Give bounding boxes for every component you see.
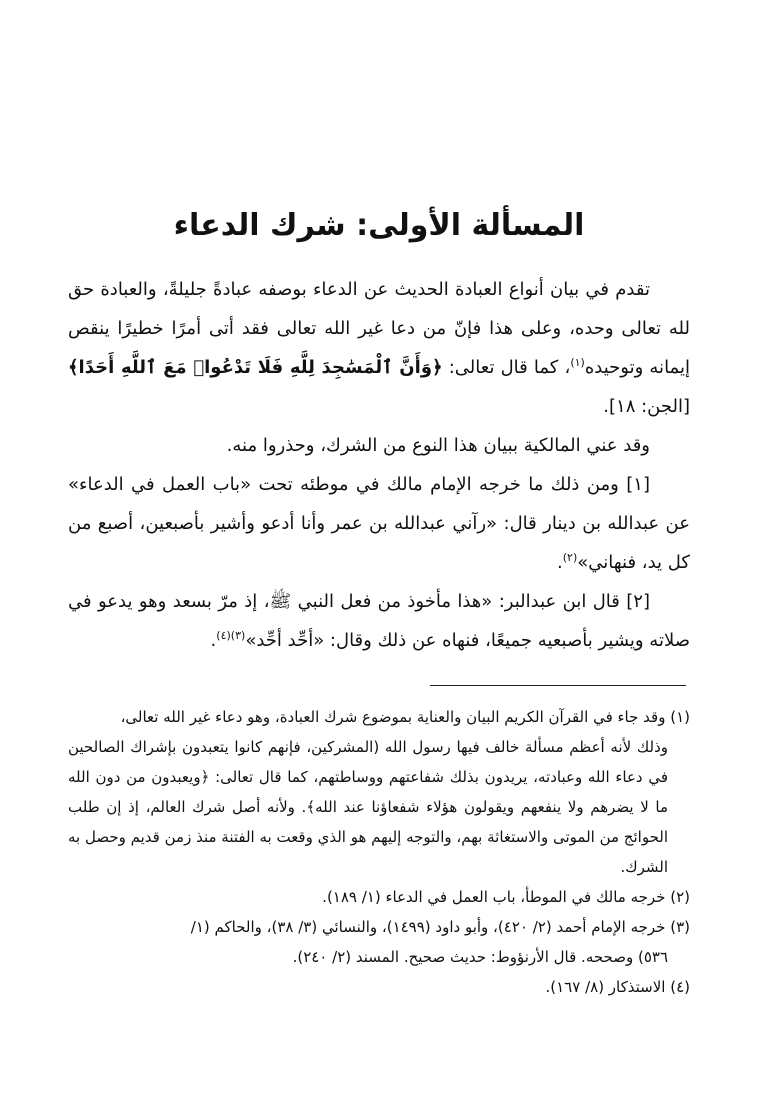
main-text — [68, 270, 690, 660]
footnote-3: (٣) خرجه الإمام أحمد (٢/ ٤٢٠)، وأبو داود (١٤٩٩)، والنسائي (٣/ ٣٨)، والحاكم (١/ — [190, 918, 690, 936]
paragraph-intro — [68, 270, 690, 426]
footnote-4: (٤) الاستذكار (٨/ ١٦٧). — [545, 978, 690, 996]
footnote-1-continued: وذلك لأنه أعظم مسألة خالف فيها رسول الله (المشركين، فإنهم كانوا يتعبدون بإشراك الصالحين في دعاء الله وعبادته، يريدون بذلك شفاعتهم ووساطتهم، كما قال تعالى: ﴿ويعبدون من دون الله ما لا يضرهم ولا ينفعهم ويقولون هؤلاء شفعاؤنا عند الله﴾. ولأنه أصل شرك العالم، إذ إن طلب الحوائج من الموتى والاستغاثة بهم، والتوجه إليهم هو الذي وقعت به الفتنة منذ زمن قديم وحصل به الشرك. — [68, 738, 668, 876]
paragraph-intro-text-2: ، كما قال تعالى: — [448, 357, 571, 378]
page-title: المسألة الأولى: شرك الدعاء — [173, 208, 585, 244]
footnote-ref-3-4[interactable]: (٣)(٤) — [216, 629, 246, 642]
paragraph-malikiyya: وقد عني المالكية ببيان هذا النوع من الشرك، وحذروا منه. — [226, 435, 650, 456]
paragraph-item-1-text: [١] ومن ذلك ما خرجه الإمام مالك في موطئه تحت «باب العمل في الدعاء» عن عبدالله بن دينار قال: «رآني عبدالله بن عمر وأنا أدعو وأشير بأصبعين، أصبع من كل يد، فنهاني» — [68, 474, 690, 573]
footnote-ref-2[interactable]: (٢) — [562, 551, 578, 564]
quran-verse: ﴿وَأَنَّ ٱلْمَسَٰجِدَ لِلَّهِ فَلَا تَدْعُوا۟ مَعَ ٱللَّهِ أَحَدًا﴾ — [68, 357, 443, 378]
quran-citation: [الجن: ١٨]. — [603, 396, 690, 417]
paragraph-item-2-end: . — [210, 630, 217, 651]
footnotes — [68, 702, 690, 1002]
footnote-2: (٢) خرجه مالك في الموطأ، باب العمل في الدعاء (١/ ١٨٩). — [322, 888, 690, 906]
footnote-ref-1[interactable]: (١) — [570, 356, 585, 369]
footnote-3-continued: ٥٣٦) وصححه. قال الأرنؤوط: حديث صحيح. المسند (٢/ ٢٤٠). — [292, 948, 668, 966]
footnote-1: (١) وقد جاء في القرآن الكريم البيان والعناية بموضوع شرك العبادة، وهو دعاء غير الله تعالى، — [120, 708, 690, 726]
paragraph-item-1 — [68, 465, 690, 582]
paragraph-item-2-text: [٢] قال ابن عبدالبر: «هذا مأخوذ من فعل النبي ﷺ، إذ مرّ بسعد وهو يدعو في صلاته ويشير بأصبعيه جميعًا، فنهاه عن ذلك وقال: «أحِّد أحِّد» — [68, 591, 690, 651]
paragraph-intro-text: تقدم في بيان أنواع العبادة الحديث عن الدعاء بوصفه عبادةً جليلةً، والعبادة حق لله تعالى وحده، وعلى هذا فإنّ من دعا غير الله تعالى فقد أتى أمرًا خطيرًا ينقص إيمانه وتوحيده — [68, 279, 690, 378]
paragraph-item-2 — [68, 582, 690, 660]
paragraph-item-1-end: . — [556, 552, 563, 573]
footnote-separator — [430, 685, 686, 686]
